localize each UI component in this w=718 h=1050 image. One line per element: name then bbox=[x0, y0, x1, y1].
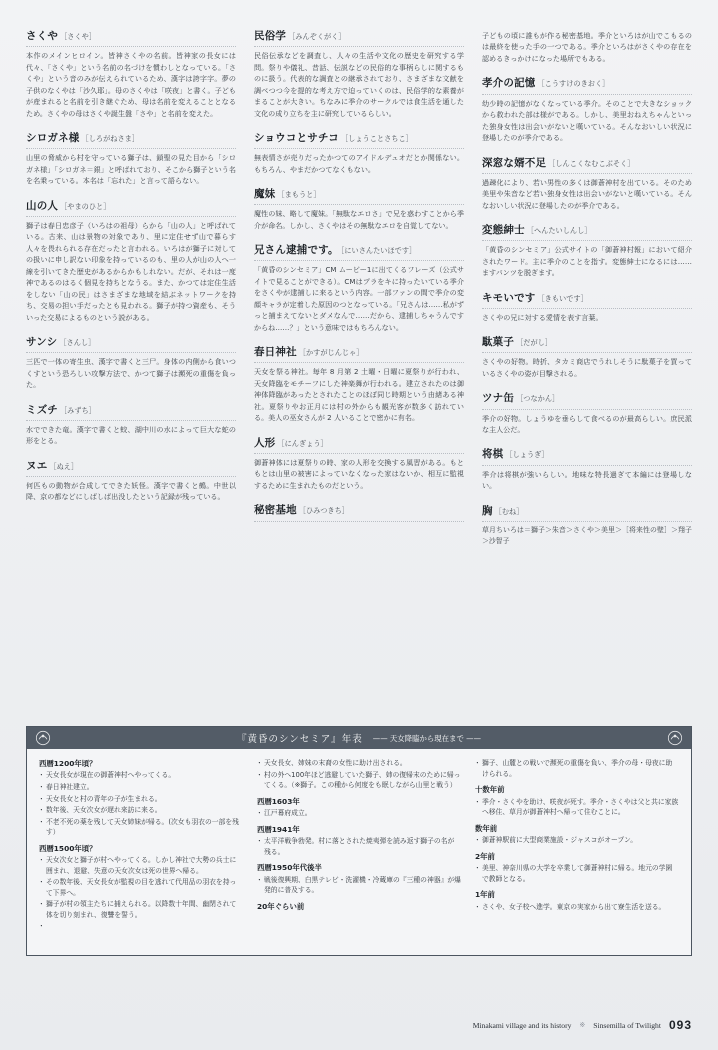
timeline-year: 20年ぐらい前 bbox=[256, 901, 305, 911]
footer-right-text: Sinsemilla of Twilight bbox=[593, 1020, 661, 1030]
entry-term: ヌエ ［ぬえ］ bbox=[26, 459, 79, 472]
timeline-year: 西暦1500年頃？ bbox=[39, 843, 97, 853]
entry-kana: ［へんたいしんし］ bbox=[526, 226, 592, 236]
entry-body: 過疎化により、若い男性の多くは御蒼神村を出ている。そのため美里や朱音など若い独身女性は出会いがないと嘆いている。そんなおいしい状況に登場したのが季介である。 bbox=[482, 173, 692, 211]
entry-body: 三匹で一体の寄生虫、漢字で書くと三尸。身体の内側から食いつくすという恐ろしい攻撃方法で、かつて獅子は瀕死の重傷を負った。 bbox=[26, 352, 236, 390]
entry-term: 将棋 ［しょうぎ］ bbox=[481, 448, 549, 461]
timeline-column-1 bbox=[39, 758, 243, 947]
glossary-column-3 bbox=[482, 30, 692, 720]
glossary-entry bbox=[482, 336, 692, 379]
entry-kana: ［にんぎょう］ bbox=[277, 438, 328, 448]
timeline-item: ・ 不老不死の薬を残して天女姉妹が帰る。(次女も羽衣の一部を残す） bbox=[39, 817, 243, 838]
entry-kana: ［みずち］ bbox=[59, 405, 96, 415]
crest-icon bbox=[35, 730, 51, 746]
entry-kana: ［みんぞくがく］ bbox=[288, 32, 346, 41]
timeline-item: ・ 天女長女と村の青年の子が生まれる。 bbox=[39, 794, 243, 805]
entry-body: 民俗伝承などを調査し、人々の生活や文化の歴史を研究する学問。祭りや儀礼、昔話、伝説などの民俗的な事柄らしに関するものに扱う。代表的な調査との継承されており、さまざまな文献を調べつつ今を提的な考え方で迫っていくのは、民俗学的な素養がまることが大きい。ちなみに季介のサークルでは食生活を通した文化の成り立ちを主に研究しているらしい。 bbox=[254, 46, 464, 119]
entry-body: 天女を祭る神社。毎年 8 月第 2 土曜・日曜に夏祭りが行われ、天女降臨をモチーフにした神楽舞が行われる。建立されたのは御神体降臨があったとされたことのほぼ同じ時期という由緒ある神社。夏祭りやお正月には村の外からも観光客が数多く訪れている。美人の巫女さんが 2 人いることで密かに有名。 bbox=[254, 362, 464, 423]
glossary-entry bbox=[482, 505, 692, 547]
entry-kana: ［さくや］ bbox=[60, 32, 97, 41]
entry-kana: ［やまのひと］ bbox=[60, 201, 111, 211]
timeline-year: 西暦1950年代後半 bbox=[256, 863, 322, 873]
entry-term: 兄さん逮捕です。 ［にいさんたいほです］ bbox=[253, 244, 417, 257]
entry-body: 幼少時の記憶がなくなっている季介。そのことで大きなショックから救われた部は様がである。しかし、美里おねえちゃんといった独身女性は出会いがないと嘆いている。そんなおいしい状況に登場したのが季介である。 bbox=[482, 94, 692, 144]
glossary-entry bbox=[26, 30, 236, 119]
glossary-columns bbox=[26, 30, 692, 720]
entry-term: 春日神社 ［かすがじんじゃ］ bbox=[253, 346, 364, 359]
glossary-entry bbox=[254, 244, 464, 333]
entry-kana: ［むね］ bbox=[494, 506, 524, 516]
glossary-column-1 bbox=[26, 30, 236, 720]
timeline-item: ・ 獅子、山麓との戦いで瀕死の重傷を負い、季介の母・母夜に助けられる。 bbox=[475, 758, 679, 779]
glossary-entry bbox=[254, 188, 464, 231]
entry-term: 秘密基地 ［ひみつきち］ bbox=[253, 504, 349, 517]
entry-kana: ［きもいです］ bbox=[537, 293, 588, 303]
entry-term: 人形 ［にんぎょう］ bbox=[253, 436, 328, 449]
entry-kana: ［にいさんたいほです］ bbox=[340, 246, 417, 256]
timeline-item: ・ 江戸幕府成立。 bbox=[257, 808, 461, 819]
entry-body: 本作のメインヒロイン。皆神さくやの名前。皆神家の長女には代々、「さくや」という名前の名づけを慣わしとなっている。「さくや」という音のみが伝えられているため、漢字は誇字字。夢の子供のなくやは「沙久耶」。母のさくやは「咲夜」と書く。子どもが産まれると名前を引き継ぐため、母は名前を変えることとなるため。さくやの母はさくや誕生盤「さや」と名前を変えた。 bbox=[26, 46, 236, 119]
glossary-entry bbox=[254, 132, 464, 175]
entry-body: さくやの兄に対する愛情を表す言葉。 bbox=[482, 308, 692, 323]
glossary-entry bbox=[482, 157, 692, 212]
entry-kana: ［ぬえ］ bbox=[49, 461, 79, 471]
glossary-entry-continuation bbox=[482, 30, 692, 64]
entry-term: 魔妹 ［まもうと］ bbox=[253, 188, 321, 201]
timeline-title: 『黄昏のシンセミア』年表 bbox=[237, 734, 363, 745]
entry-term: 変態紳士 ［へんたいしんし］ bbox=[481, 224, 592, 237]
entry-body: 「黄昏のシンセミア」CM ムービー1に出てくるフレーズ（公式サイトで見ることができる）。CMはプラをキに持ったいている季介をさくやが逮捕しに来るという内容。一部ファンの間で季介の変顔キャラが定着した原因のつとなっている。「兄さんは……私がずっと捕まえてないとダメなんで……だから、逮捕しちゃうんですからね……？」という意味ではもちろんない。 bbox=[254, 260, 464, 333]
entry-term: ツナ缶 ［つなかん］ bbox=[481, 392, 560, 405]
timeline-panel bbox=[26, 726, 692, 956]
glossary-entry bbox=[26, 460, 236, 503]
glossary-entry bbox=[254, 30, 464, 119]
glossary-entry bbox=[26, 132, 236, 187]
page-number: 093 bbox=[668, 1018, 692, 1032]
timeline-year: 1年前 bbox=[474, 890, 495, 900]
entry-kana: ［つなかん］ bbox=[516, 394, 560, 404]
timeline-item: ・ 季介・さくやを助け、咲夜が死す。季介・さくやは父と共に家族へ移住、草月が御蒼神村へ帰って住むことに。 bbox=[475, 797, 679, 818]
glossary-entry bbox=[26, 336, 236, 391]
entry-term: 胸 ［むね］ bbox=[481, 504, 524, 517]
entry-kana: ［さんし］ bbox=[59, 338, 96, 348]
timeline-item: ・ さくや、女子校へ進学。東京の実家から出て寮生活を送る。 bbox=[475, 902, 679, 913]
timeline-column-3 bbox=[475, 758, 679, 947]
entry-term: 孝介の記憶 ［こうすけのきおく］ bbox=[481, 77, 610, 90]
entry-term: 民俗学 ［みんぞくがく］ bbox=[253, 30, 346, 42]
glossary-entry bbox=[26, 200, 236, 323]
entry-kana: ［かすがじんじゃ］ bbox=[298, 348, 364, 358]
glossary-entry bbox=[482, 77, 692, 143]
timeline-item: ・ 村の外へ100年ほど逃避していた獅子、姉の復帰末のために帰ってくる。（※獅子。この種から何度をも眠しながら山里と戦う） bbox=[257, 770, 461, 791]
entry-kana: ［しょうことさちこ］ bbox=[340, 134, 413, 144]
entry-term: 山の人 ［やまのひと］ bbox=[26, 199, 111, 212]
timeline-item: ・ 春日神社建立。 bbox=[39, 782, 243, 793]
timeline-item: ・ 数年後、天女次女が遅れ来訪に来る。 bbox=[39, 805, 243, 816]
glossary-entry bbox=[254, 504, 464, 524]
entry-body: 獅子は春日忠彦子（いろはの祖母）らから「山の人」と呼ばれている。古来、山は景物の対象であり、里に定住せず山で暮らす人々を畏れられる存在だったと言われる。いろはが獅子に対しての扱いに申し訳ない印象を持っているのも、里の人が山の人へ一線を引いてきた歴史があるからかもしれない。だが、それは一度神であるのはるく個見を持ちとなうる。また、かつては定住生活をしない「山の民」はさまざまな地域を結ぶネットワークを持ち、交易の担い手だったとも見われる。獅子が持つ資産も、そういった交易によるものという説がある。 bbox=[26, 216, 236, 323]
entry-body: 季介の好物。しょうゆを垂らして食べるのが最高らしい。庶民派な主人公だ。 bbox=[482, 409, 692, 436]
entry-term: シロガネ様 ［しろがねさま］ bbox=[26, 132, 140, 145]
timeline-subtitle: —— 天女降臨から現在まで —— bbox=[372, 733, 481, 743]
entry-body: 山里の脅威から村を守っている獅子は、鎖聖の見た目から「シロガネ様」「シロガネ＝銀」と呼ばれており、そこから獅子という名を名乗っている。本名は「忘れた」と言って語らない。 bbox=[26, 148, 236, 186]
glossary-entry bbox=[482, 392, 692, 435]
glossary-entry bbox=[254, 437, 464, 492]
entry-body: 「黄昏のシンセミア」公式サイトの「御蒼神村報」において紹介されたワード。主に季介のことを指す。変態紳士になるには……ますパンツを脱ぎます。 bbox=[482, 240, 692, 278]
entry-kana: ［しろがねさま］ bbox=[81, 134, 140, 144]
entry-body: 御蒼神体には夏祭りの時、家の人形を交換する風習がある。もともとは山里の被害によっていなくなった家はないか、相互に監視するために生まれたものだという。 bbox=[254, 453, 464, 491]
glossary-entry bbox=[482, 292, 692, 324]
glossary-entry bbox=[482, 224, 692, 279]
timeline-item: ・ 獅子が村の領主たちに捕えられる。以降数十年間、幽閉されて体を切り刻まれ、復讐を誓う。 bbox=[39, 899, 243, 920]
entry-term: キモいです ［きもいです］ bbox=[481, 291, 588, 304]
timeline-item: ・ 御蒼神駅前に大型商業施設・ジャスコがオープン。 bbox=[475, 835, 679, 846]
entry-term: ミズチ ［みずち］ bbox=[26, 403, 96, 416]
timeline-item: ・ 天女次女と獅子が村へやってくる。しかし神社で大勢の兵士に囲まれ、退避、失意の天女次女は死の世界へ帰る。 bbox=[39, 855, 243, 876]
entry-kana: ［だがし］ bbox=[516, 338, 553, 348]
entry-body: 子どもの頃に誰もが作る秘密基地。季介といろはが山でこもるのは最終を使った手の一つである。季介といろはがさくやの存在を認めるきっかけになった場所でもある。 bbox=[481, 31, 692, 63]
entry-term: さくや ［さくや］ bbox=[26, 30, 97, 42]
entry-body: さくやの好物。時折、タカミ商店でうれしそうに駄菓子を買っているさくやの姿が目撃される。 bbox=[482, 352, 692, 379]
entry-term: サンシ ［さんし］ bbox=[26, 336, 96, 349]
timeline-year: 西暦1603年 bbox=[256, 796, 300, 806]
page-footer bbox=[473, 1018, 692, 1032]
timeline-year: 西暦1941年 bbox=[256, 824, 300, 834]
entry-term: 深窓な婿不足 ［しんこくなむこぶそく］ bbox=[481, 156, 635, 169]
entry-kana: ［しんこくなむこぶそく］ bbox=[548, 158, 635, 168]
glossary-entry bbox=[26, 404, 236, 447]
entry-kana: ［ひみつきち］ bbox=[298, 506, 349, 516]
glossary-entry bbox=[254, 346, 464, 424]
timeline-item: ・ 戦後復興期、白黒テレビ・洗濯機・冷蔵庫の『三種の神器』が爆発的に普及する。 bbox=[257, 875, 461, 896]
entry-term: ショウコとサチコ ［しょうことさちこ］ bbox=[253, 132, 413, 145]
entry-term: 駄菓子 ［だがし］ bbox=[481, 336, 553, 349]
timeline-item: ・ その数年後、天女長女が監視の目を逃れて代用品の羽衣を持って下界へ。 bbox=[39, 877, 243, 898]
timeline-item: ・ 天女長女、姉妹の末裔の女性に助け出される。 bbox=[257, 758, 461, 769]
entry-body bbox=[254, 521, 464, 525]
entry-body: 何匹もの動物が合成してできた妖怪。漢字で書くと鵺。中世以降、京の都などにしばしば出没したという記録が残っている。 bbox=[26, 476, 236, 503]
entry-body: 季介は将棋が強いらしい。地味な特長過ぎて本編には登場しない。 bbox=[482, 465, 692, 492]
timeline-year: 数年前 bbox=[474, 823, 498, 833]
entry-body: 魔性の妹、略して魔妹。「無駄なエロさ」で兄を惑わすことから季介が命名。しかし、さくやはその無駄なエロを自覚してない。 bbox=[254, 204, 464, 231]
timeline-year: 2年前 bbox=[474, 851, 495, 861]
timeline-item: ・ 太平洋戦争勃発。村に落とされた焼夷弾を読み返す獅子の名が残る。 bbox=[257, 836, 461, 857]
timeline-year: 西暦1200年頃？ bbox=[39, 759, 97, 768]
glossary-column-2 bbox=[254, 30, 464, 720]
timeline-header bbox=[27, 727, 691, 749]
entry-kana: ［まもうと］ bbox=[277, 190, 321, 200]
entry-body: 水でできた竜。漢字で書くと蛟、湖中川の水によって巨大な蛇の形をとる。 bbox=[26, 420, 236, 447]
entry-kana: ［しょうぎ］ bbox=[505, 450, 549, 460]
entry-body: 無表情さが売りだったかつてのアイドルデュオだとか関係ない。もちろん、やまだかつてなくもない。 bbox=[254, 148, 464, 175]
footer-separator-icon: ※ bbox=[579, 1021, 586, 1029]
glossary-entry bbox=[482, 448, 692, 491]
timeline-item: ・ 天女長女が現在の御蒼神村へやってくる。 bbox=[39, 770, 243, 781]
timeline-year: 十数年前 bbox=[474, 785, 505, 795]
footer-left-text: Minakami village and its history bbox=[472, 1020, 572, 1030]
entry-body: 草月ちいろは＝獅子＞朱音＞さくや＞美里＞［将来性の壁］＞翔子＞沙智子 bbox=[482, 521, 692, 547]
timeline-body bbox=[27, 749, 691, 955]
timeline-item: ・ 美里、神奈川県の大学を卒業して御蒼神村に帰る。地元の学園で教師となる。 bbox=[475, 863, 679, 884]
entry-kana: ［こうすけのきおく］ bbox=[537, 79, 610, 89]
crest-icon bbox=[667, 730, 683, 746]
timeline-column-2 bbox=[257, 758, 461, 947]
